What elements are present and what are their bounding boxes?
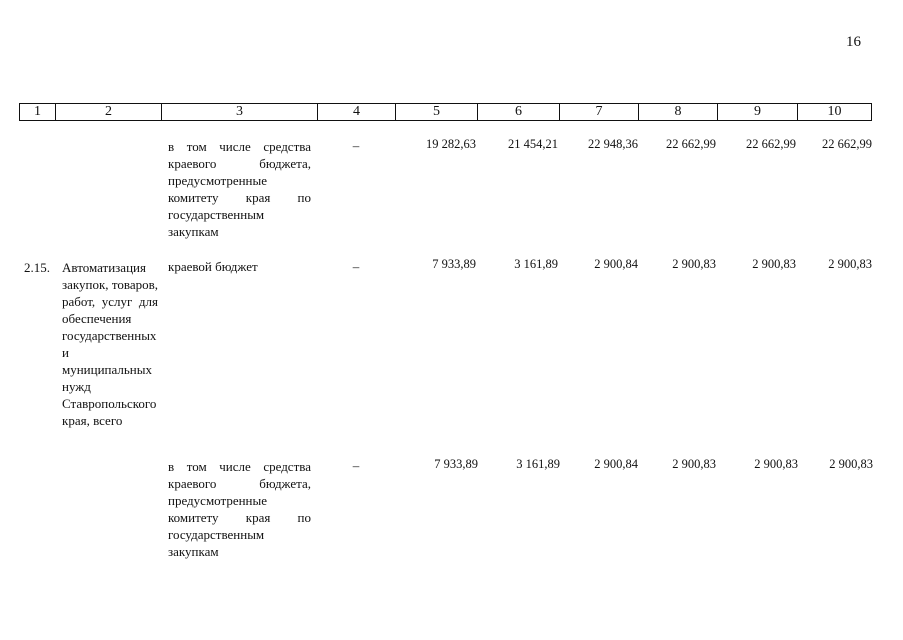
row-3-funding-source: в том числе средства краевого бюджета, предусмотренные комитету края по государственным закупкам — [168, 459, 311, 559]
row-2-value-10: 2 900,83 — [828, 257, 872, 271]
row-2-number: 2.15. — [24, 260, 50, 275]
row-3-value-5: 7 933,89 — [434, 457, 478, 471]
row-2-value-5: 7 933,89 — [432, 257, 476, 271]
row-1-value-8: 22 662,99 — [666, 137, 716, 151]
row-2-value-9: 2 900,83 — [752, 257, 796, 271]
row-1-col4: – — [352, 138, 360, 153]
row-1-value-6: 21 454,21 — [508, 137, 558, 151]
row-3-value-9: 2 900,83 — [754, 457, 798, 471]
row-1-value-10: 22 662,99 — [822, 137, 872, 151]
header-col-8: 8 — [639, 104, 718, 121]
row-3-value-6: 3 161,89 — [516, 457, 560, 471]
header-col-1: 1 — [20, 104, 56, 121]
row-2-col4: – — [352, 259, 360, 274]
row-1-value-7: 22 948,36 — [588, 137, 638, 151]
header-col-9: 9 — [718, 104, 798, 121]
row-2-funding-source: краевой бюджет — [168, 259, 258, 274]
header-col-3: 3 — [162, 104, 318, 121]
row-3-col4: – — [352, 458, 360, 473]
row-3-value-7: 2 900,84 — [594, 457, 638, 471]
row-2-value-7: 2 900,84 — [594, 257, 638, 271]
row-2-value-6: 3 161,89 — [514, 257, 558, 271]
row-3-value-8: 2 900,83 — [672, 457, 716, 471]
header-col-7: 7 — [560, 104, 639, 121]
row-2-value-8: 2 900,83 — [672, 257, 716, 271]
row-2-measure-name: Автоматизация закупок, товаров, работ, услуг для обеспечения государственных и муниципальных нужд Ставропольского края, всего — [62, 260, 158, 428]
header-col-4: 4 — [318, 104, 396, 121]
row-1-value-5: 19 282,63 — [426, 137, 476, 151]
header-col-2: 2 — [56, 104, 162, 121]
row-1-funding-source: в том числе средства краевого бюджета, предусмотренные комитету края по государственным закупкам — [168, 139, 311, 239]
header-col-5: 5 — [396, 104, 478, 121]
row-1-value-9: 22 662,99 — [746, 137, 796, 151]
header-col-6: 6 — [478, 104, 560, 121]
column-number-header — [19, 103, 872, 121]
row-3-value-10: 2 900,83 — [829, 457, 873, 471]
page-number: 16 — [846, 34, 861, 50]
header-col-10: 10 — [798, 104, 872, 121]
